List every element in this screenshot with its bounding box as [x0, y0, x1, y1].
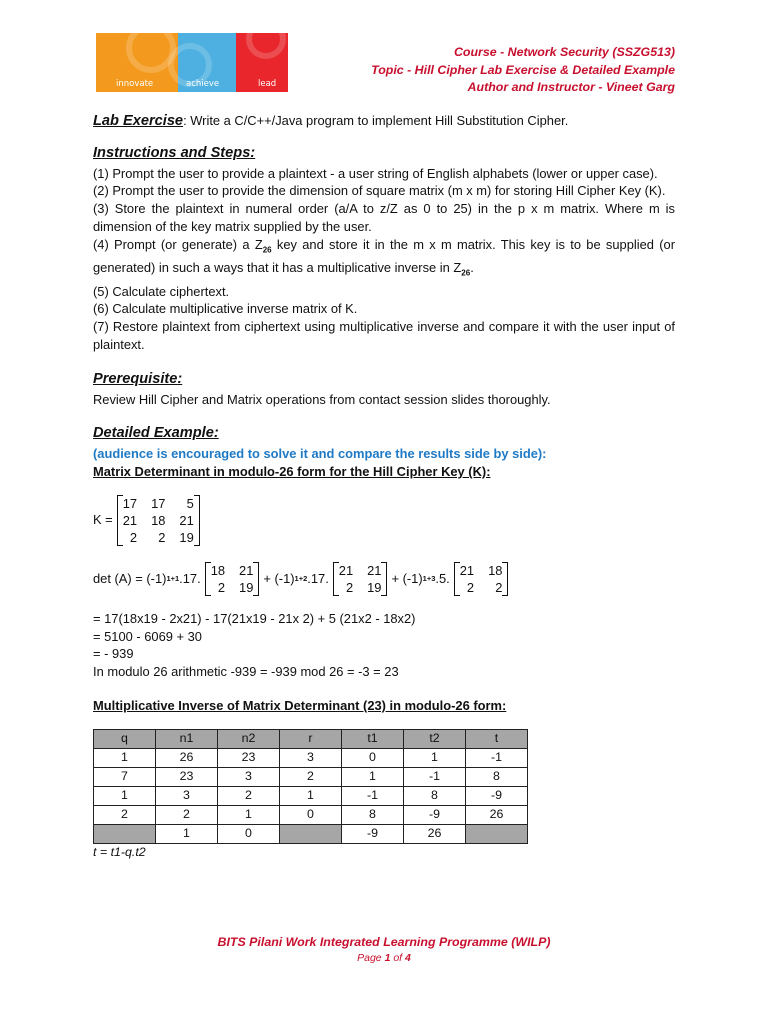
page-number: Page 1 of 4	[357, 952, 411, 964]
column-header: q	[94, 729, 156, 748]
minor-matrix-1: 18 21 2 19	[205, 562, 260, 596]
k-cell: 21	[122, 512, 138, 528]
logo-word-innovate: innovate	[116, 79, 154, 89]
step-6: (6) Calculate multiplicative inverse matrix of K.	[93, 301, 358, 317]
k-cell: 2	[158, 529, 166, 545]
logo-word-achieve: achieve	[186, 79, 220, 89]
key-matrix	[93, 495, 675, 546]
calc-line: = 5100 - 6069 + 30	[93, 628, 202, 644]
column-header: t1	[342, 729, 404, 748]
k-cell: 5	[186, 495, 194, 511]
detailed-example-heading: Detailed Example:	[93, 425, 219, 442]
step-4: (4) Prompt (or generate) a $Z_{26}$ key and store it in the m x m matrix. This key is to be supplied (or generated) in such a ways that it has a multiplicative inverse in $Z_{26}$.	[93, 236, 675, 278]
document-body	[93, 112, 675, 861]
step-2: (2) Prompt the user to provide the dimension of square matrix (m x m) for storing Hill Cipher Key (K).	[93, 183, 666, 199]
euclid-table	[93, 729, 528, 844]
prerequisite-text: Review Hill Cipher and Matrix operations from contact session slides thoroughly.	[93, 391, 551, 407]
footer-program: BITS Pilani Work Integrated Learning Programme (WILP)	[217, 935, 551, 949]
table-row: 1 3 2 1 -1 8 -9	[94, 786, 528, 805]
prerequisite-heading: Prerequisite:	[93, 370, 183, 387]
topic-line: Topic - Hill Cipher Lab Exercise & Detailed Example	[371, 62, 675, 77]
column-header: t2	[404, 729, 466, 748]
k-label: K =	[93, 512, 113, 528]
lab-heading: Lab Exercise	[93, 113, 184, 129]
logo-blue-segment	[178, 33, 236, 92]
table-row: 1 26 23 3 0 1 -1	[94, 748, 528, 767]
calc-line: In modulo 26 arithmetic -939 = -939 mod 26 = -3 = 23	[93, 664, 399, 680]
determinant-calculation	[93, 610, 675, 681]
k-cell: 2	[129, 529, 138, 545]
course-line: Course - Network Security (SSZG513)	[453, 45, 675, 59]
k-cell: 19	[179, 529, 194, 545]
step-7: (7) Restore plaintext from ciphertext using multiplicative inverse and compare it with the user input of plaintext.	[93, 319, 675, 352]
logo-orange-segment	[96, 33, 178, 92]
instruction-steps	[93, 165, 675, 354]
minor-matrix-3: 21 18 2 2	[454, 562, 509, 596]
table-row: 2 2 1 0 8 -9 26	[94, 805, 528, 824]
lab-text: : Write a C/C++/Java program to implement Hill Substitution Cipher.	[183, 113, 569, 128]
determinant-title: Matrix Determinant in modulo-26 form for the Hill Cipher Key (K):	[93, 463, 491, 479]
column-header: n2	[218, 729, 280, 748]
logo-red-segment	[236, 33, 288, 92]
calc-line: = - 939	[93, 646, 134, 662]
k-cell: 17	[122, 495, 138, 511]
minor-matrix-2: 21 21 2 19	[333, 562, 388, 596]
lab-exercise	[93, 112, 675, 131]
step-3: (3) Store the plaintext in numeral order (a/A to z/Z as 0 to 25) in the p x m matrix. Where m is dimension of the key matrix supplied by the user.	[93, 201, 675, 234]
calc-line: = 17(18x19 - 2x21) - 17(21x19 - 21x 2) + 5 (21x2 - 18x2)	[93, 610, 416, 626]
k-matrix-brackets	[117, 495, 200, 546]
inverse-title: Multiplicative Inverse of Matrix Determinant (23) in modulo-26 form:	[93, 697, 507, 713]
audience-note: (audience is encouraged to solve it and compare the results side by side):	[93, 446, 547, 462]
determinant-expansion: det (A) = (-1) 1+1 .17. 18 21 2 19 + (-1) 1+2 .17. 21 21 2 19 + (-1) 1+3 .5. 21 18 2 2	[93, 562, 675, 596]
k-cell: 21	[179, 512, 194, 528]
step-1: (1) Prompt the user to provide a plaintext - a user string of English alphabets (lower or upper case).	[93, 165, 658, 181]
logo-word-lead: lead	[258, 79, 277, 89]
instructions-heading: Instructions and Steps:	[93, 144, 256, 161]
author-line: Author and Instructor - Vineet Garg	[467, 80, 675, 94]
k-cell: 17	[151, 495, 166, 511]
header-info	[371, 44, 675, 97]
formula-note: t = t1-q.t2	[93, 844, 146, 859]
column-header: t	[466, 729, 528, 748]
table-row: 7 23 3 2 1 -1 8	[94, 767, 528, 786]
step-5: (5) Calculate ciphertext.	[93, 283, 230, 299]
bits-logo	[96, 33, 288, 92]
k-cell: 18	[151, 512, 166, 528]
table-header-row	[94, 729, 528, 748]
column-header: r	[280, 729, 342, 748]
table-row: 1 0 -9 26	[94, 824, 528, 843]
column-header: n1	[156, 729, 218, 748]
